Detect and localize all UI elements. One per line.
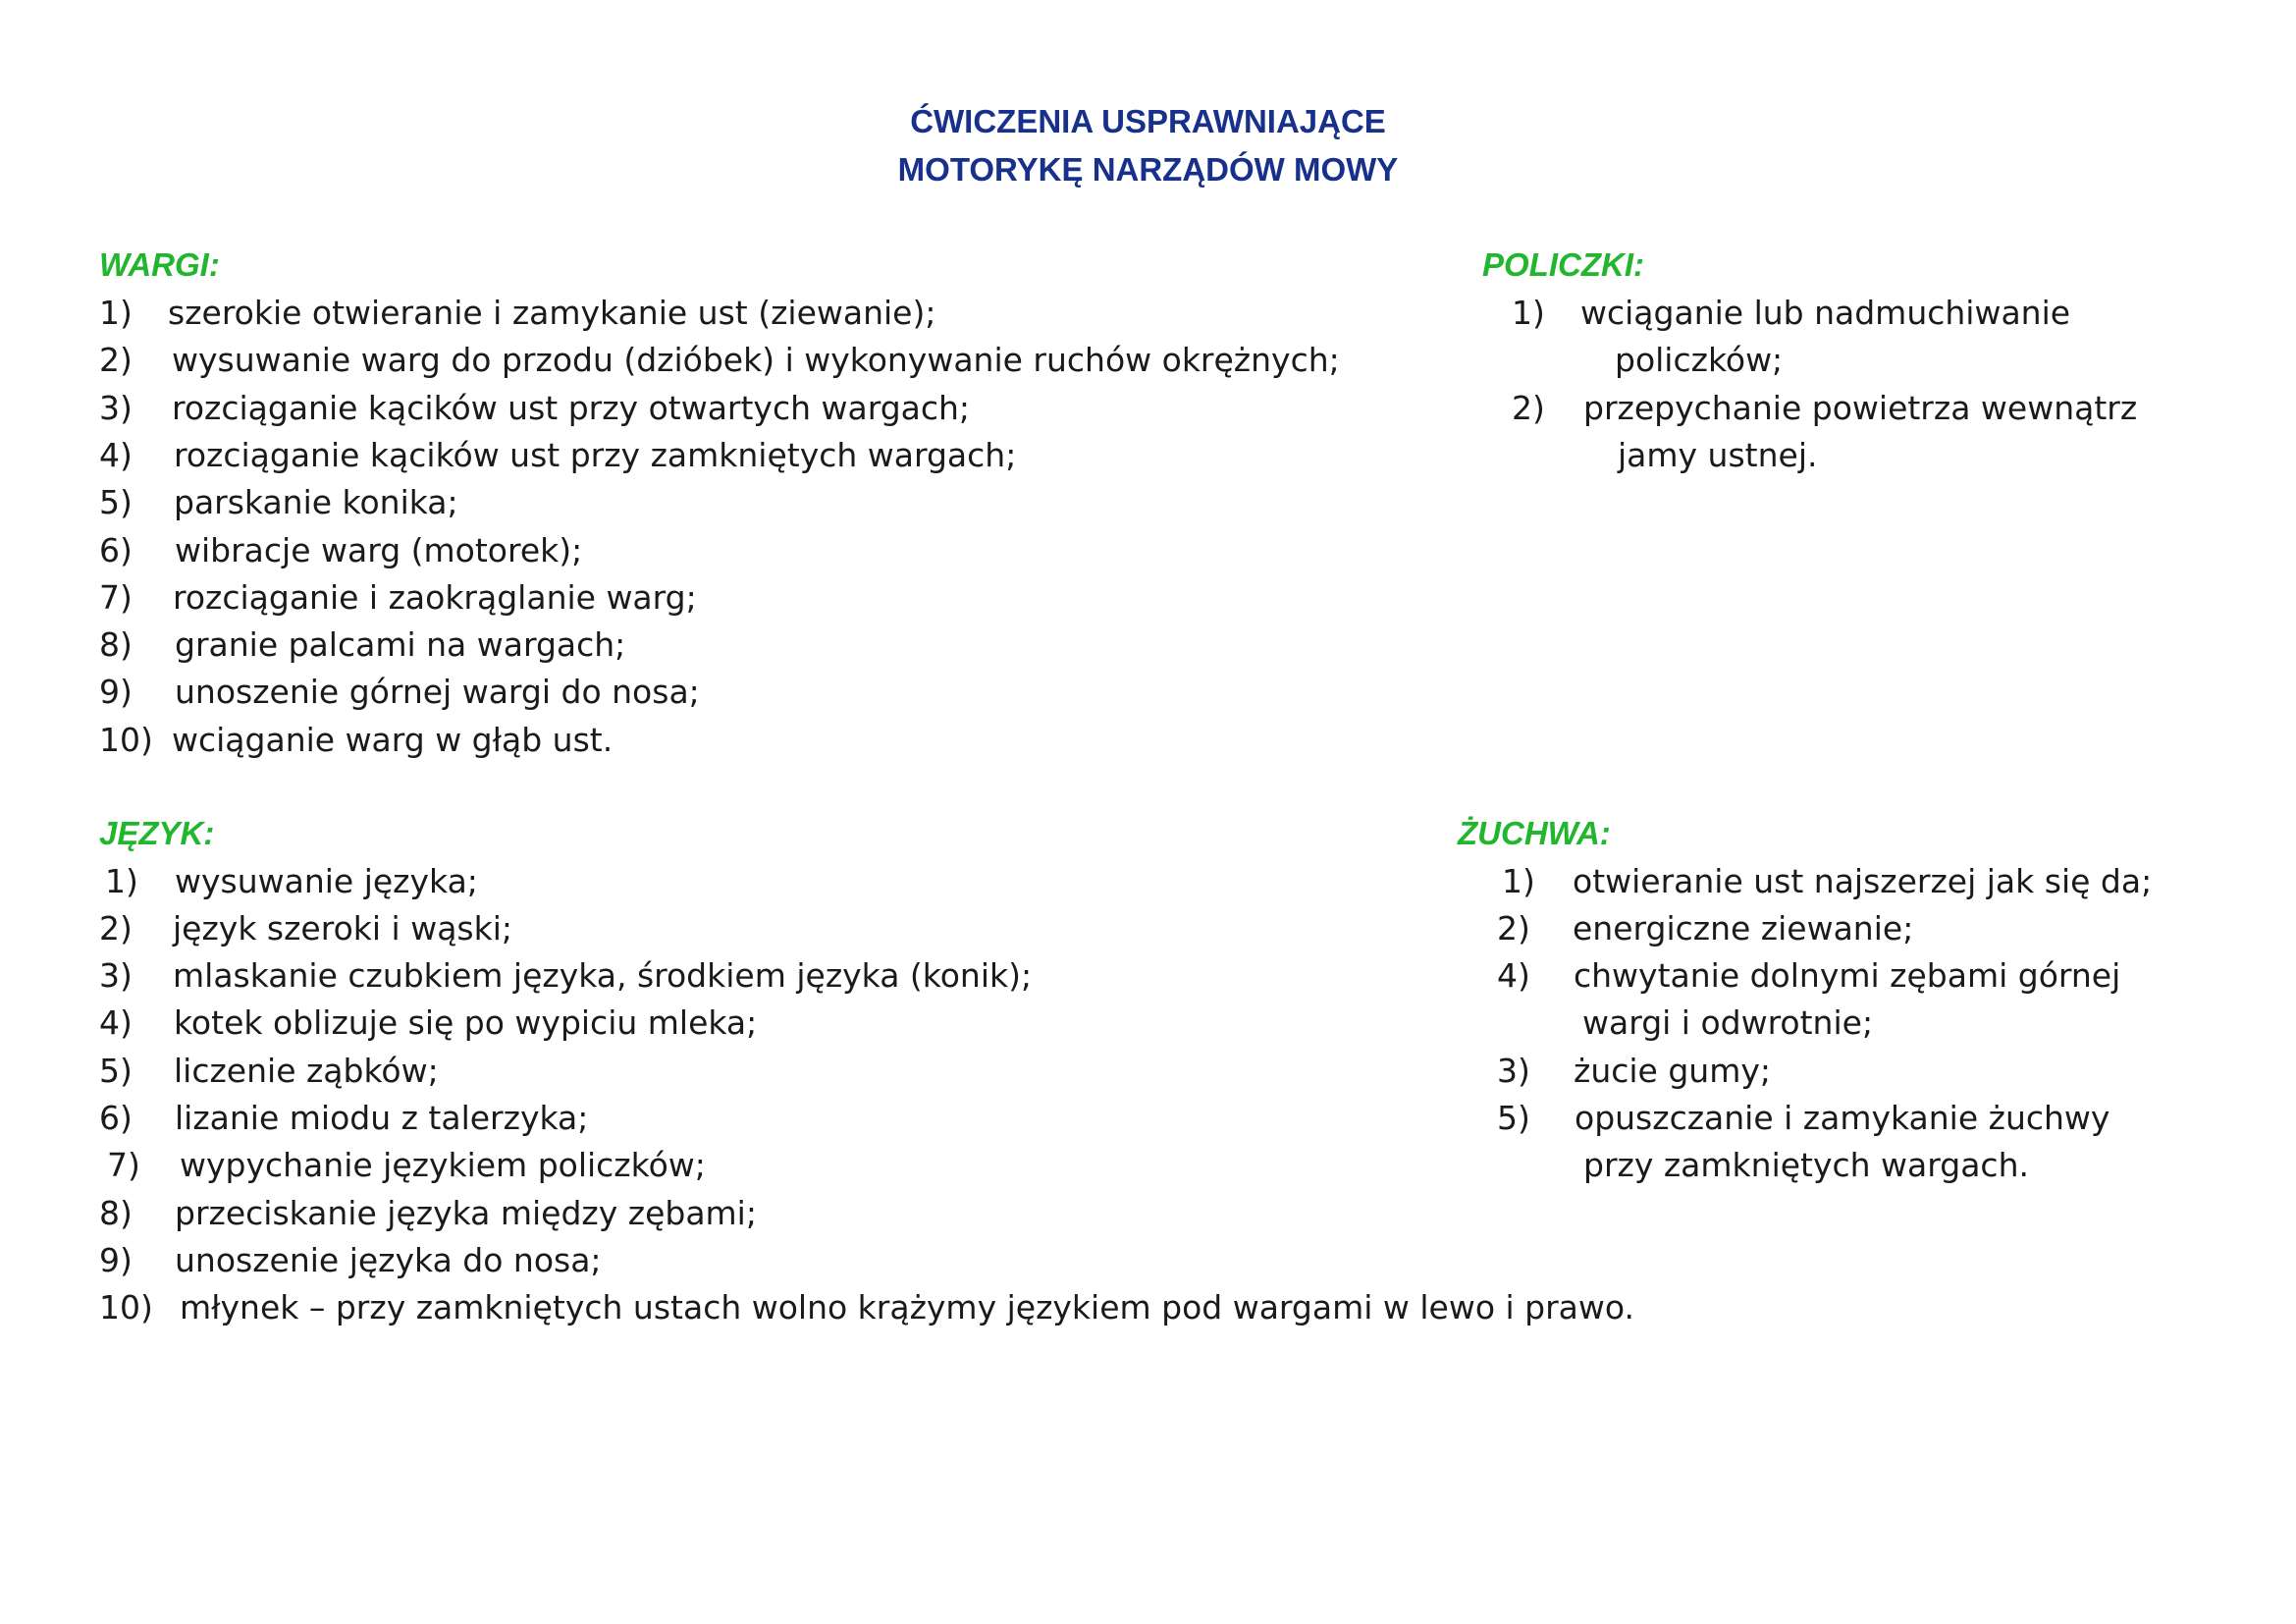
item-text: przepychanie powietrza wewnątrz — [1583, 389, 2138, 427]
item-text: młynek – przy zamkniętych ustach wolno krążymy językiem pod wargami w lewo i prawo. — [180, 1288, 1634, 1326]
item-number: 7) — [107, 1146, 140, 1184]
item-number: 2) — [1512, 389, 1545, 427]
item-text: parskanie konika; — [174, 483, 458, 521]
item-text: rozciąganie kącików ust przy otwartych wargach; — [172, 389, 971, 427]
item-number: 1) — [99, 294, 133, 332]
item-text: lizanie miodu z talerzyka; — [175, 1099, 589, 1137]
page-title-line-2: MOTORYKĘ NARZĄDÓW MOWY — [897, 151, 1399, 188]
section-heading-policzki: POLICZKI: — [1482, 246, 1644, 283]
item-number: 9) — [99, 673, 133, 711]
item-text: chwytanie dolnymi zębami górnej — [1574, 956, 2121, 995]
item-text: wciąganie lub nadmuchiwanie — [1580, 294, 2071, 332]
item-text: żucie gumy; — [1574, 1052, 1771, 1090]
item-number: 4) — [99, 1003, 133, 1042]
list-item-continuation: policzków; — [1615, 341, 1784, 379]
item-text: kotek oblizuje się po wypiciu mleka; — [174, 1003, 758, 1042]
item-number: 1) — [105, 862, 138, 900]
item-number: 10) — [99, 721, 153, 759]
item-number: 2) — [99, 909, 133, 947]
item-text: rozciąganie i zaokrąglanie warg; — [173, 578, 697, 617]
item-number: 3) — [99, 956, 133, 995]
item-text: otwieranie ust najszerzej jak się da; — [1573, 862, 2153, 900]
item-number: 9) — [99, 1241, 133, 1279]
page-title-line-1: ĆWICZENIA USPRAWNIAJĄCE — [910, 103, 1386, 139]
item-text: wysuwanie warg do przodu (dzióbek) i wykonywanie ruchów okrężnych; — [172, 341, 1340, 379]
item-text: unoszenie języka do nosa; — [175, 1241, 602, 1279]
item-text: unoszenie górnej wargi do nosa; — [175, 673, 700, 711]
item-text: wibracje warg (motorek); — [175, 531, 583, 569]
list-item-continuation: jamy ustnej. — [1618, 436, 1818, 474]
item-number: 5) — [99, 483, 133, 521]
list-item-continuation: przy zamkniętych wargach. — [1583, 1146, 2029, 1184]
item-text: granie palcami na wargach; — [175, 625, 626, 664]
item-text: wypychanie językiem policzków; — [180, 1146, 706, 1184]
item-number: 7) — [99, 578, 133, 617]
item-number: 6) — [99, 1099, 133, 1137]
item-text: przeciskanie języka między zębami; — [175, 1194, 757, 1232]
item-number: 8) — [99, 625, 133, 664]
list-item-continuation: wargi i odwrotnie; — [1582, 1003, 1874, 1042]
item-text: wysuwanie języka; — [175, 862, 478, 900]
item-number: 2) — [99, 341, 133, 379]
item-number: 3) — [99, 389, 133, 427]
section-heading-wargi: WARGI: — [99, 246, 220, 283]
item-number: 8) — [99, 1194, 133, 1232]
item-number: 5) — [99, 1052, 133, 1090]
section-heading-jezyk: JĘZYK: — [99, 815, 215, 851]
item-text: szerokie otwieranie i zamykanie ust (ziewanie); — [168, 294, 936, 332]
item-text: energiczne ziewanie; — [1573, 909, 1914, 947]
item-number: 5) — [1497, 1099, 1530, 1137]
item-text: liczenie ząbków; — [174, 1052, 439, 1090]
item-number: 4) — [1497, 956, 1530, 995]
item-number: 10) — [99, 1288, 153, 1326]
item-text: wciąganie warg w głąb ust. — [172, 721, 614, 759]
section-heading-zuchwa: ŻUCHWA: — [1458, 815, 1611, 851]
item-number: 1) — [1512, 294, 1545, 332]
item-text: mlaskanie czubkiem języka, środkiem języka (konik); — [173, 956, 1033, 995]
item-text: rozciąganie kącików ust przy zamkniętych wargach; — [174, 436, 1017, 474]
item-number: 1) — [1502, 862, 1535, 900]
item-number: 6) — [99, 531, 133, 569]
item-number: 4) — [99, 436, 133, 474]
item-number: 2) — [1497, 909, 1530, 947]
item-text: opuszczanie i zamykanie żuchwy — [1575, 1099, 2110, 1137]
item-text: język szeroki i wąski; — [173, 909, 513, 947]
item-number: 3) — [1497, 1052, 1530, 1090]
